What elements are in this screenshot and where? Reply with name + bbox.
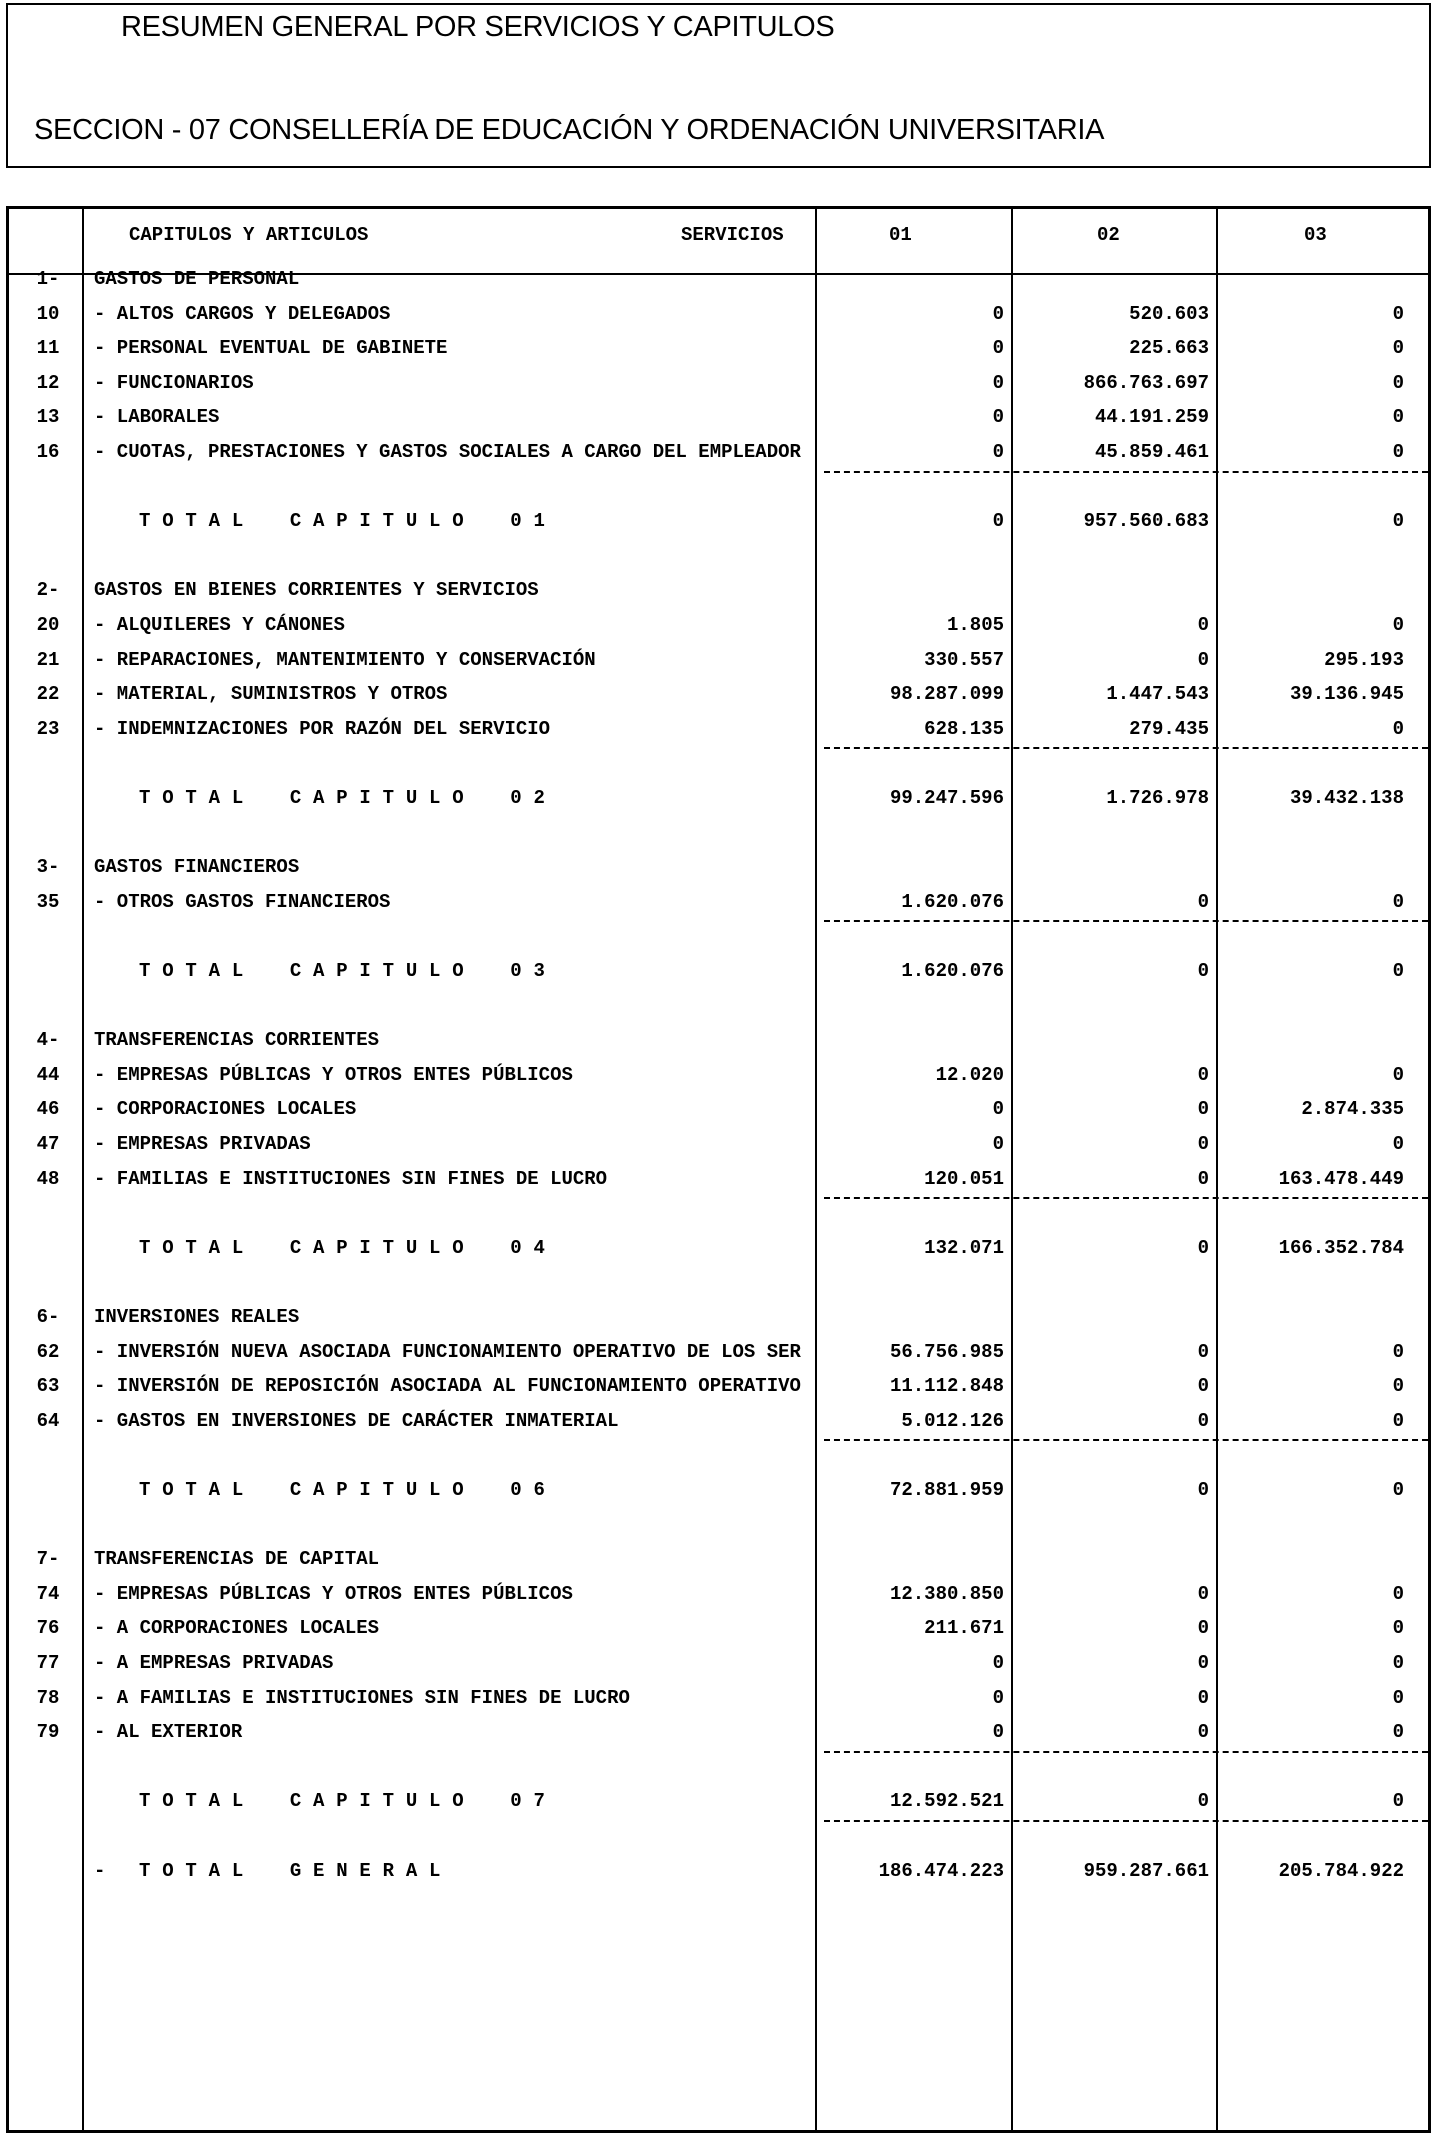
chapter-name: GASTOS DE PERSONAL <box>94 268 300 290</box>
article-code: 23 <box>36 717 60 740</box>
chapter-code: 4- <box>36 1029 60 1052</box>
value-col-01: 99.247.596 <box>889 787 1004 809</box>
table-row <box>9 435 1428 469</box>
value-col-03: 39.432.138 <box>1289 787 1404 809</box>
table-row <box>9 608 1428 642</box>
value-col-01: 12.380.850 <box>889 1582 1004 1605</box>
value-col-03: 0 <box>1392 1652 1404 1674</box>
table-row <box>9 1092 1428 1126</box>
chapter-total-row <box>9 504 1428 538</box>
value-col-01: 98.287.099 <box>889 683 1004 706</box>
article-code: 79 <box>36 1721 60 1744</box>
chapter-total-label: T O T A L C A P I T U L O 0 3 <box>139 960 546 982</box>
article-desc: - REPARACIONES, MANTENIMIENTO Y CONSERVACIÓN <box>94 648 596 671</box>
chapter-heading-row <box>9 262 1428 296</box>
value-col-02: 0 <box>1197 1652 1209 1674</box>
article-desc: - INDEMNIZACIONES POR RAZÓN DEL SERVICIO <box>94 717 551 740</box>
article-desc: - EMPRESAS PRIVADAS <box>94 1133 311 1155</box>
value-col-02: 45.859.461 <box>1094 441 1209 463</box>
table-row <box>9 1404 1428 1438</box>
value-col-03: 0 <box>1392 337 1404 360</box>
value-col-02: 0 <box>1197 648 1209 671</box>
chapter-name: TRANSFERENCIAS DE CAPITAL <box>94 1548 380 1571</box>
value-col-03: 0 <box>1392 1617 1404 1640</box>
col-header-servicios: SERVICIOS <box>681 224 784 246</box>
chapter-heading-row <box>9 573 1428 607</box>
value-col-01: 628.135 <box>924 717 1004 740</box>
value-col-02: 0 <box>1197 1582 1209 1605</box>
value-col-01: 186.474.223 <box>878 1859 1004 1882</box>
value-col-03: 0 <box>1392 614 1404 636</box>
value-col-03: 0 <box>1392 1375 1404 1398</box>
value-col-01: 1.620.076 <box>901 960 1004 982</box>
chapter-total-label: T O T A L C A P I T U L O 0 1 <box>139 510 546 533</box>
value-col-01: 0 <box>992 371 1004 394</box>
chapter-code: 3- <box>36 856 60 879</box>
article-code: 48 <box>36 1167 60 1190</box>
table-row <box>9 1715 1428 1749</box>
article-desc: - AL EXTERIOR <box>94 1721 243 1744</box>
table-row <box>9 1162 1428 1196</box>
value-col-01: 0 <box>992 510 1004 533</box>
article-desc: - EMPRESAS PÚBLICAS Y OTROS ENTES PÚBLICOS <box>94 1063 573 1086</box>
grand-total-dash: - <box>94 1859 106 1882</box>
article-desc: - EMPRESAS PÚBLICAS Y OTROS ENTES PÚBLICOS <box>94 1582 573 1605</box>
value-col-01: 12.020 <box>935 1063 1004 1086</box>
value-col-02: 866.763.697 <box>1083 371 1209 394</box>
value-col-03: 0 <box>1392 406 1404 429</box>
table-row <box>9 297 1428 331</box>
table-row <box>9 1681 1428 1715</box>
subtotal-rule <box>824 1751 1428 1753</box>
value-col-03: 295.193 <box>1324 648 1404 671</box>
value-col-02: 0 <box>1197 1790 1209 1813</box>
value-col-03: 0 <box>1392 1721 1404 1744</box>
report-title: RESUMEN GENERAL POR SERVICIOS Y CAPITULOS <box>121 11 835 43</box>
subtotal-rule <box>824 471 1428 473</box>
chapter-total-label: T O T A L C A P I T U L O 0 2 <box>139 787 546 809</box>
value-col-02: 959.287.661 <box>1083 1859 1209 1882</box>
value-col-02: 1.447.543 <box>1106 683 1209 706</box>
chapter-total-row <box>9 1231 1428 1265</box>
report-header <box>6 3 1431 168</box>
subtotal-rule <box>824 747 1428 749</box>
value-col-01: 0 <box>992 302 1004 325</box>
value-col-01: 0 <box>992 337 1004 360</box>
table-row <box>9 1335 1428 1369</box>
grand-total-label: T O T A L G E N E R A L <box>139 1859 441 1882</box>
value-col-02: 0 <box>1197 1063 1209 1086</box>
article-code: 13 <box>36 406 60 429</box>
table-row <box>9 1058 1428 1092</box>
table-row <box>9 885 1428 919</box>
article-desc: - FAMILIAS E INSTITUCIONES SIN FINES DE LUCRO <box>94 1167 608 1190</box>
chapter-total-label: T O T A L C A P I T U L O 0 7 <box>139 1790 546 1813</box>
table-row <box>9 366 1428 400</box>
table-row <box>9 712 1428 746</box>
value-col-01: 330.557 <box>924 648 1004 671</box>
value-col-02: 0 <box>1197 1340 1209 1363</box>
value-col-03: 0 <box>1392 1340 1404 1363</box>
value-col-02: 1.726.978 <box>1106 787 1209 809</box>
article-desc: - GASTOS EN INVERSIONES DE CARÁCTER INMATERIAL <box>94 1409 619 1432</box>
chapter-total-row <box>9 1473 1428 1507</box>
article-code: 74 <box>36 1582 60 1605</box>
value-col-02: 0 <box>1197 1236 1209 1259</box>
budget-table <box>6 206 1431 2133</box>
article-desc: - INVERSIÓN NUEVA ASOCIADA FUNCIONAMIENTO OPERATIVO DE LOS SER <box>94 1340 801 1363</box>
value-col-02: 0 <box>1197 1409 1209 1432</box>
value-col-03: 0 <box>1392 371 1404 394</box>
section-title: SECCION - 07 CONSELLERÍA DE EDUCACIÓN Y ORDENACIÓN UNIVERSITARIA <box>34 114 1105 146</box>
value-col-03: 0 <box>1392 960 1404 982</box>
value-col-01: 1.620.076 <box>901 890 1004 913</box>
article-code: 63 <box>36 1375 60 1398</box>
value-col-03: 0 <box>1392 1582 1404 1605</box>
article-desc: - CUOTAS, PRESTACIONES Y GASTOS SOCIALES A CARGO DEL EMPLEADOR <box>94 441 801 463</box>
article-desc: - A EMPRESAS PRIVADAS <box>94 1652 334 1674</box>
value-col-03: 0 <box>1392 1409 1404 1432</box>
article-code: 16 <box>36 441 60 463</box>
value-col-01: 120.051 <box>924 1167 1004 1190</box>
value-col-03: 0 <box>1392 441 1404 463</box>
article-code: 35 <box>36 890 60 913</box>
article-desc: - LABORALES <box>94 406 220 429</box>
value-col-02: 225.663 <box>1129 337 1209 360</box>
value-col-02: 0 <box>1197 1617 1209 1640</box>
subtotal-rule <box>824 1197 1428 1199</box>
col-header-03: 03 <box>1304 224 1327 246</box>
subtotal-rule <box>824 1439 1428 1441</box>
chapter-name: TRANSFERENCIAS CORRIENTES <box>94 1029 380 1052</box>
article-code: 12 <box>36 371 60 394</box>
chapter-code: 2- <box>36 579 60 602</box>
table-row <box>9 1127 1428 1161</box>
col-header-capitulos: CAPITULOS Y ARTICULOS <box>129 224 369 246</box>
col-header-02: 02 <box>1097 224 1120 246</box>
value-col-03: 0 <box>1392 1686 1404 1709</box>
table-row <box>9 1646 1428 1680</box>
table-row <box>9 643 1428 677</box>
value-col-02: 0 <box>1197 960 1209 982</box>
table-row <box>9 400 1428 434</box>
chapter-total-label: T O T A L C A P I T U L O 0 6 <box>139 1479 546 1501</box>
value-col-02: 0 <box>1197 1686 1209 1709</box>
value-col-02: 957.560.683 <box>1083 510 1209 533</box>
grand-total-row <box>9 1854 1428 1888</box>
article-code: 62 <box>36 1340 60 1363</box>
value-col-02: 279.435 <box>1129 717 1209 740</box>
chapter-heading-row <box>9 1542 1428 1576</box>
article-code: 64 <box>36 1409 60 1432</box>
chapter-heading-row <box>9 1300 1428 1334</box>
value-col-01: 211.671 <box>924 1617 1004 1640</box>
value-col-02: 0 <box>1197 1133 1209 1155</box>
article-code: 47 <box>36 1133 60 1155</box>
value-col-03: 166.352.784 <box>1278 1236 1404 1259</box>
article-desc: - ALTOS CARGOS Y DELEGADOS <box>94 302 391 325</box>
article-desc: - CORPORACIONES LOCALES <box>94 1098 357 1121</box>
article-code: 22 <box>36 683 60 706</box>
article-desc: - A CORPORACIONES LOCALES <box>94 1617 380 1640</box>
value-col-01: 5.012.126 <box>901 1409 1004 1432</box>
article-desc: - FUNCIONARIOS <box>94 371 254 394</box>
chapter-heading-row <box>9 850 1428 884</box>
value-col-01: 0 <box>992 1098 1004 1121</box>
article-desc: - OTROS GASTOS FINANCIEROS <box>94 890 391 913</box>
value-col-03: 39.136.945 <box>1289 683 1404 706</box>
value-col-02: 0 <box>1197 1375 1209 1398</box>
value-col-03: 0 <box>1392 717 1404 740</box>
chapter-name: GASTOS EN BIENES CORRIENTES Y SERVICIOS <box>94 579 539 602</box>
value-col-03: 163.478.449 <box>1278 1167 1404 1190</box>
value-col-01: 132.071 <box>924 1236 1004 1259</box>
chapter-total-row <box>9 954 1428 988</box>
value-col-03: 0 <box>1392 1063 1404 1086</box>
value-col-02: 0 <box>1197 1721 1209 1744</box>
article-code: 21 <box>36 648 60 671</box>
value-col-01: 56.756.985 <box>889 1340 1004 1363</box>
table-row <box>9 1611 1428 1645</box>
article-code: 44 <box>36 1063 60 1086</box>
value-col-01: 0 <box>992 1133 1004 1155</box>
chapter-name: INVERSIONES REALES <box>94 1306 300 1328</box>
value-col-02: 44.191.259 <box>1094 406 1209 429</box>
article-code: 76 <box>36 1617 60 1640</box>
value-col-03: 0 <box>1392 1790 1404 1813</box>
value-col-01: 12.592.521 <box>889 1790 1004 1813</box>
value-col-02: 0 <box>1197 1479 1209 1501</box>
chapter-total-row <box>9 781 1428 815</box>
article-desc: - MATERIAL, SUMINISTROS Y OTROS <box>94 683 448 706</box>
value-col-01: 0 <box>992 1721 1004 1744</box>
value-col-03: 0 <box>1392 890 1404 913</box>
article-code: 10 <box>36 302 60 325</box>
value-col-02: 0 <box>1197 614 1209 636</box>
value-col-03: 0 <box>1392 1479 1404 1501</box>
value-col-03: 0 <box>1392 510 1404 533</box>
article-desc: - INVERSIÓN DE REPOSICIÓN ASOCIADA AL FUNCIONAMIENTO OPERATIVO <box>94 1375 801 1398</box>
article-code: 11 <box>36 337 60 360</box>
value-col-03: 0 <box>1392 302 1404 325</box>
table-row <box>9 677 1428 711</box>
chapter-total-label: T O T A L C A P I T U L O 0 4 <box>139 1236 546 1259</box>
value-col-03: 205.784.922 <box>1278 1859 1404 1882</box>
value-col-01: 1.805 <box>946 614 1004 636</box>
article-desc: - ALQUILERES Y CÁNONES <box>94 614 345 636</box>
value-col-02: 0 <box>1197 890 1209 913</box>
article-desc: - PERSONAL EVENTUAL DE GABINETE <box>94 337 448 360</box>
col-header-01: 01 <box>889 224 912 246</box>
chapter-heading-row <box>9 1023 1428 1057</box>
chapter-name: GASTOS FINANCIEROS <box>94 856 300 879</box>
value-col-01: 0 <box>992 406 1004 429</box>
article-desc: - A FAMILIAS E INSTITUCIONES SIN FINES DE LUCRO <box>94 1686 630 1709</box>
value-col-01: 11.112.848 <box>889 1375 1004 1398</box>
article-code: 46 <box>36 1098 60 1121</box>
article-code: 78 <box>36 1686 60 1709</box>
table-row <box>9 1577 1428 1611</box>
value-col-03: 0 <box>1392 1133 1404 1155</box>
chapter-code: 7- <box>36 1548 60 1571</box>
table-row <box>9 331 1428 365</box>
chapter-code: 6- <box>36 1306 60 1328</box>
value-col-02: 0 <box>1197 1167 1209 1190</box>
value-col-01: 72.881.959 <box>889 1479 1004 1501</box>
value-col-01: 0 <box>992 1686 1004 1709</box>
article-code: 20 <box>36 614 60 636</box>
grand-total-rule <box>824 1820 1428 1822</box>
value-col-01: 0 <box>992 441 1004 463</box>
value-col-02: 520.603 <box>1129 302 1209 325</box>
table-row <box>9 1369 1428 1403</box>
value-col-02: 0 <box>1197 1098 1209 1121</box>
chapter-code: 1- <box>36 268 60 290</box>
value-col-03: 2.874.335 <box>1301 1098 1404 1121</box>
value-col-01: 0 <box>992 1652 1004 1674</box>
chapter-total-row <box>9 1784 1428 1818</box>
subtotal-rule <box>824 920 1428 922</box>
article-code: 77 <box>36 1652 60 1674</box>
